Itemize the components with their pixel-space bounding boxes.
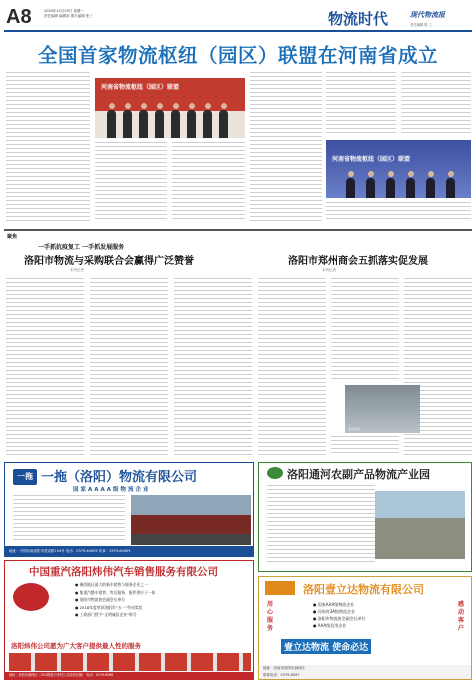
person-head xyxy=(189,103,195,109)
ad3-company-name: 中国重汽洛阳炜伟汽车销售服务有限公司 xyxy=(29,566,218,578)
ad4-feature: ● 国家AAA级物流企业 xyxy=(313,602,355,607)
article3-column-2 xyxy=(331,278,399,382)
article3-column-1 xyxy=(258,278,326,456)
ad4-feature: ● 河南省3A级物流企业 xyxy=(313,609,356,614)
ad3-footer: 地址：洛阳市涧西区（310国道小李村公交站西北侧） 电话：0379-6566 xyxy=(5,672,253,679)
person xyxy=(171,110,180,138)
header-meta xyxy=(44,9,174,19)
person-head xyxy=(141,103,147,109)
article3-photo-caption: 本刊记者 xyxy=(348,427,361,431)
ad3-feature: ● 工商部门授予“文明诚信企业”称号 xyxy=(75,612,137,617)
ad4-address: 地址：河南省洛阳市涧西区 xyxy=(263,666,305,670)
ad1-company-name: 一拖（洛阳）物流有限公司 xyxy=(41,470,198,485)
ceremony-photo-1 xyxy=(95,78,245,138)
ad-weiwei-trucks[interactable] xyxy=(4,560,254,680)
person xyxy=(366,178,375,198)
ceremony-photo-2 xyxy=(326,140,471,198)
article2-column-2 xyxy=(90,278,168,456)
ad4-left-slogan: 用心服务 xyxy=(267,601,274,632)
photo1-banner: 河南省物流枢纽（园区）联盟 xyxy=(101,84,180,91)
person-head xyxy=(173,103,179,109)
person xyxy=(155,110,164,138)
person xyxy=(203,110,212,138)
column-title: 聚焦 xyxy=(7,234,18,240)
article1-column-5 xyxy=(326,72,396,136)
ad3-feature: ● 洛阳市物流协会副会长单位 xyxy=(75,597,126,602)
ad1-description xyxy=(13,495,125,543)
person xyxy=(187,110,196,138)
person-head xyxy=(125,103,131,109)
ad2-company-name: 洛阳通河农副产品物流产业园 xyxy=(287,468,430,481)
yituo-logo: 一拖 xyxy=(13,469,37,485)
person-head xyxy=(388,171,394,177)
page-header xyxy=(0,0,476,34)
yilida-logo-icon xyxy=(265,581,295,595)
ad4-phone: 联系电话：0379-6597 xyxy=(263,673,300,677)
article3-title: 洛阳市郑州商会五抓落实促发展 xyxy=(288,256,428,267)
article3-byline: 本刊记者 xyxy=(322,268,336,272)
ad-yilida-logistics[interactable] xyxy=(258,576,472,680)
section-title: 物流时代 xyxy=(328,10,389,28)
person-head xyxy=(348,171,354,177)
tonghe-logo-icon xyxy=(267,467,283,479)
train-image xyxy=(131,495,251,545)
ad4-feature-list xyxy=(313,601,366,629)
ad2-description xyxy=(267,485,375,565)
person-head xyxy=(109,103,115,109)
ad-tonghe-park[interactable] xyxy=(258,462,472,572)
article3-column-2b xyxy=(331,436,399,456)
photo2-banner: 河南省物流枢纽（园区）联盟 xyxy=(332,156,411,163)
person xyxy=(123,110,132,138)
ad4-feature: ● 洛阳市物流协会副会长单位 xyxy=(313,616,366,621)
article1-column-7 xyxy=(326,202,471,222)
person xyxy=(446,178,455,198)
newspaper-brand: 现代物流报 xyxy=(410,10,445,19)
ad1-subtitle: 国家AAAA级物流企业 xyxy=(73,487,151,493)
header-editors: 责任编辑 编辑部 图片编辑 张三 xyxy=(44,14,93,18)
header-date: 2020年12月29日 星期一 xyxy=(44,9,84,13)
page-number: A8 xyxy=(6,6,32,28)
person xyxy=(346,178,355,198)
article2-kicker: 一手抓抗疫复工 一手抓发展服务 xyxy=(38,244,125,251)
ad4-feature: ● AAA级信用企业 xyxy=(313,623,347,628)
market-photo xyxy=(375,491,465,559)
person-head xyxy=(205,103,211,109)
person-head xyxy=(408,171,414,177)
person xyxy=(219,110,228,138)
ad3-feature: ● 豫西地区最大的新车销售与服务企业之一 xyxy=(75,582,148,587)
person-head xyxy=(221,103,227,109)
section-divider xyxy=(4,229,472,231)
header-rule xyxy=(4,30,472,32)
ad4-banner-slogan: 壹立达物流 使命必达 xyxy=(281,639,371,654)
article1-column-6 xyxy=(401,72,471,136)
ad4-footer xyxy=(259,665,471,679)
ad3-slogan: 洛阳炜伟公司愿为广大客户提供最人性的服务 xyxy=(11,642,141,650)
article2-column-1 xyxy=(6,278,84,456)
ad-yituo-logistics[interactable] xyxy=(4,462,254,557)
article1-column-4 xyxy=(250,72,322,222)
article1-column-3 xyxy=(172,142,245,222)
person-head xyxy=(428,171,434,177)
person xyxy=(406,178,415,198)
ad4-company-name: 洛阳壹立达物流有限公司 xyxy=(303,583,424,596)
person-head xyxy=(448,171,454,177)
ad1-footer: 地址：中国河南洛阳市建设路154号 电话：0379-64909 传真：0379-64909 xyxy=(5,546,253,556)
ad3-feature: ● 2018年度荣获洛阳市“五一”劳动奖状 xyxy=(75,604,143,610)
ad3-feature: ● 集重汽整车销售、售后服务、配件供应于一体 xyxy=(75,589,156,595)
ad3-feature-list xyxy=(75,581,155,619)
person xyxy=(386,178,395,198)
person xyxy=(139,110,148,138)
person xyxy=(107,110,116,138)
article2-title: 洛阳市物流与采购联合会赢得广泛赞誉 xyxy=(24,256,194,267)
person xyxy=(426,178,435,198)
article1-column-1 xyxy=(6,72,90,222)
article3-photo xyxy=(345,385,420,433)
article2-column-3 xyxy=(174,278,252,456)
ad4-right-slogan: 感动客户 xyxy=(458,601,465,632)
article1-column-2 xyxy=(95,142,167,222)
person-head xyxy=(157,103,163,109)
article2-byline: 本刊记者 xyxy=(70,268,84,272)
editor-line: 责任编辑 陈 工 xyxy=(410,23,432,27)
trucks-image xyxy=(9,653,251,671)
main-headline: 全国首家物流枢纽（园区）联盟在河南省成立 xyxy=(37,44,438,67)
person-head xyxy=(368,171,374,177)
sinotruk-logo-icon xyxy=(13,583,49,611)
